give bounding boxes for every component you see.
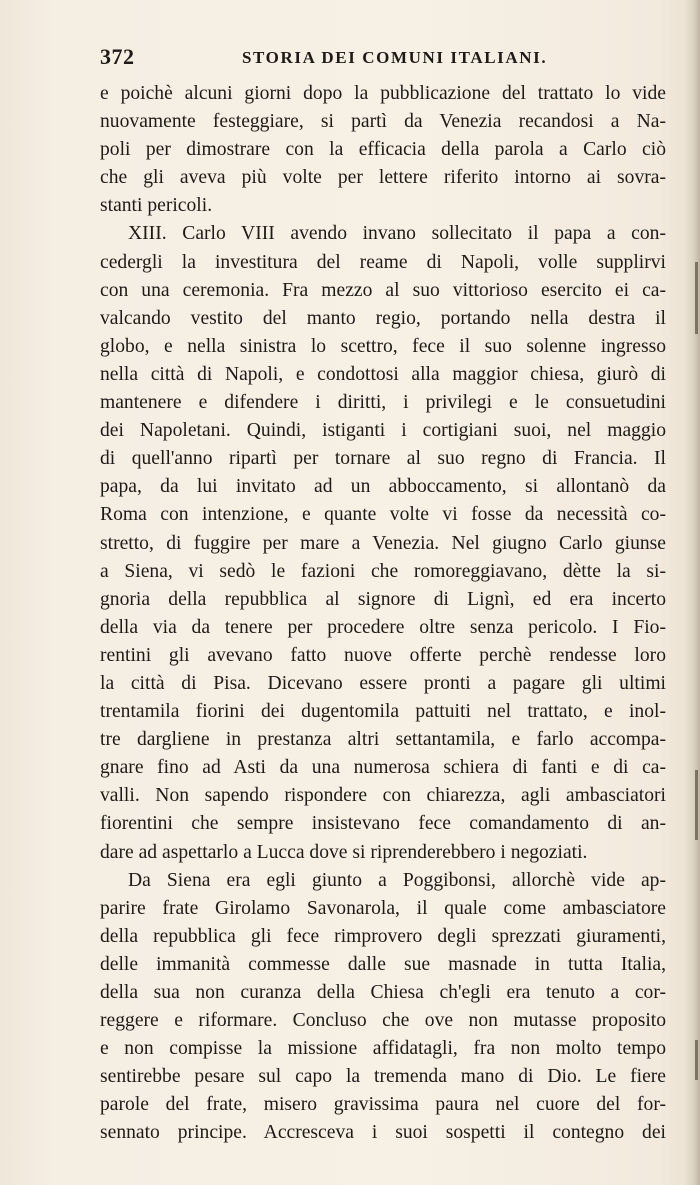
text-line: sennato principe. Accresceva i suoi sospetti il contegno dei xyxy=(100,1122,666,1144)
text-line: sentirebbe pesare sul capo la tremenda mano di Dio. Le fiere xyxy=(100,1066,666,1088)
page-edge-shadow xyxy=(684,0,700,1185)
text-line: e non compisse la missione affidatagli, fra non molto tempo xyxy=(100,1038,666,1060)
text-line: nuovamente festeggiare, si partì da Venezia recandosi a Na- xyxy=(100,111,666,133)
text-line: della repubblica gli fece rimprovero degli sprezzati giuramenti, xyxy=(100,925,666,947)
text-line: cedergli la investitura del reame di Napoli, volle supplirvi xyxy=(100,251,666,273)
text-line: la città di Pisa. Dicevano essere pronti a pagare gli ultimi xyxy=(100,672,666,694)
margin-mark xyxy=(695,262,698,334)
text-line: trentamila fiorini dei dugentomila pattuiti nel trattato, e inol- xyxy=(100,701,666,723)
running-title: STORIA DEI COMUNI ITALIANI. xyxy=(242,48,548,67)
running-header xyxy=(100,44,666,76)
text-line: di quell'anno ripartì per tornare al suo regno di Francia. Il xyxy=(100,448,666,470)
text-line: Roma con intenzione, e quante volte vi fosse da necessità co- xyxy=(100,504,666,526)
text-line: delle immanità commesse dalle sue masnade in tutta Italia, xyxy=(100,953,666,975)
text-line: mantenere e difendere i diritti, i privilegi e le consuetudini xyxy=(100,392,666,414)
text-line: stanti pericoli. xyxy=(100,195,213,217)
text-line: XIII. Carlo VIII avendo invano sollecitato il papa a con- xyxy=(128,223,666,245)
text-line: reggere e riformare. Concluso che ove non mutasse proposito xyxy=(100,1010,666,1032)
text-line: parole del frate, misero gravissima paura nel cuore del for- xyxy=(100,1094,666,1116)
margin-mark xyxy=(695,1040,698,1080)
text-line: valcando vestito del manto regio, portando nella destra il xyxy=(100,307,666,329)
text-line: dare ad aspettarlo a Lucca dove si riprenderebbero i negoziati. xyxy=(100,841,588,863)
text-line: nella città di Napoli, e condottosi alla maggior chiesa, giurò di xyxy=(100,363,666,385)
text-line: Da Siena era egli giunto a Poggibonsi, allorchè vide ap- xyxy=(128,869,666,891)
text-line: parire frate Girolamo Savonarola, il quale come ambasciatore xyxy=(100,897,666,919)
text-line: che gli aveva più volte per lettere riferito intorno ai sovra- xyxy=(100,167,666,189)
text-line: poli per dimostrare con la efficacia della parola a Carlo ciò xyxy=(100,139,666,161)
text-line: tre dargliene in prestanza altri settantamila, e farlo accompa- xyxy=(100,729,666,751)
text-line: gnoria della repubblica al signore di Lignì, ed era incerto xyxy=(100,588,666,610)
text-line: dei Napoletani. Quindi, istiganti i cortigiani suoi, nel maggio xyxy=(100,420,666,442)
page-number: 372 xyxy=(100,44,135,69)
text-line: gnare fino ad Asti da una numerosa schiera di fanti e di ca- xyxy=(100,757,666,779)
text-line: della via da tenere per procedere oltre senza pericolo. I Fio- xyxy=(100,616,666,638)
text-line: e poichè alcuni giorni dopo la pubblicazione del trattato lo vide xyxy=(100,83,666,104)
body-text xyxy=(100,80,666,1148)
text-line: stretto, di fuggire per mare a Venezia. Nel giugno Carlo giunse xyxy=(100,532,666,554)
text-line: globo, e nella sinistra lo scettro, fece il suo solenne ingresso xyxy=(100,335,666,357)
text-line: papa, da lui invitato ad un abboccamento, si allontanò da xyxy=(100,476,666,498)
text-line: fiorentini che sempre insistevano fece comandamento di an- xyxy=(100,813,666,835)
text-line: valli. Non sapendo rispondere con chiarezza, agli ambasciatori xyxy=(100,785,666,807)
margin-mark xyxy=(695,770,698,840)
text-line: rentini gli avevano fatto nuove offerte perchè rendesse loro xyxy=(100,644,666,666)
text-line: della sua non curanza della Chiesa ch'egli era tenuto a cor- xyxy=(100,982,666,1003)
text-line: a Siena, vi sedò le fazioni che romoreggiavano, dètte la si- xyxy=(100,560,666,582)
text-line: con una ceremonia. Fra mezzo al suo vittorioso esercito ei ca- xyxy=(100,279,666,301)
